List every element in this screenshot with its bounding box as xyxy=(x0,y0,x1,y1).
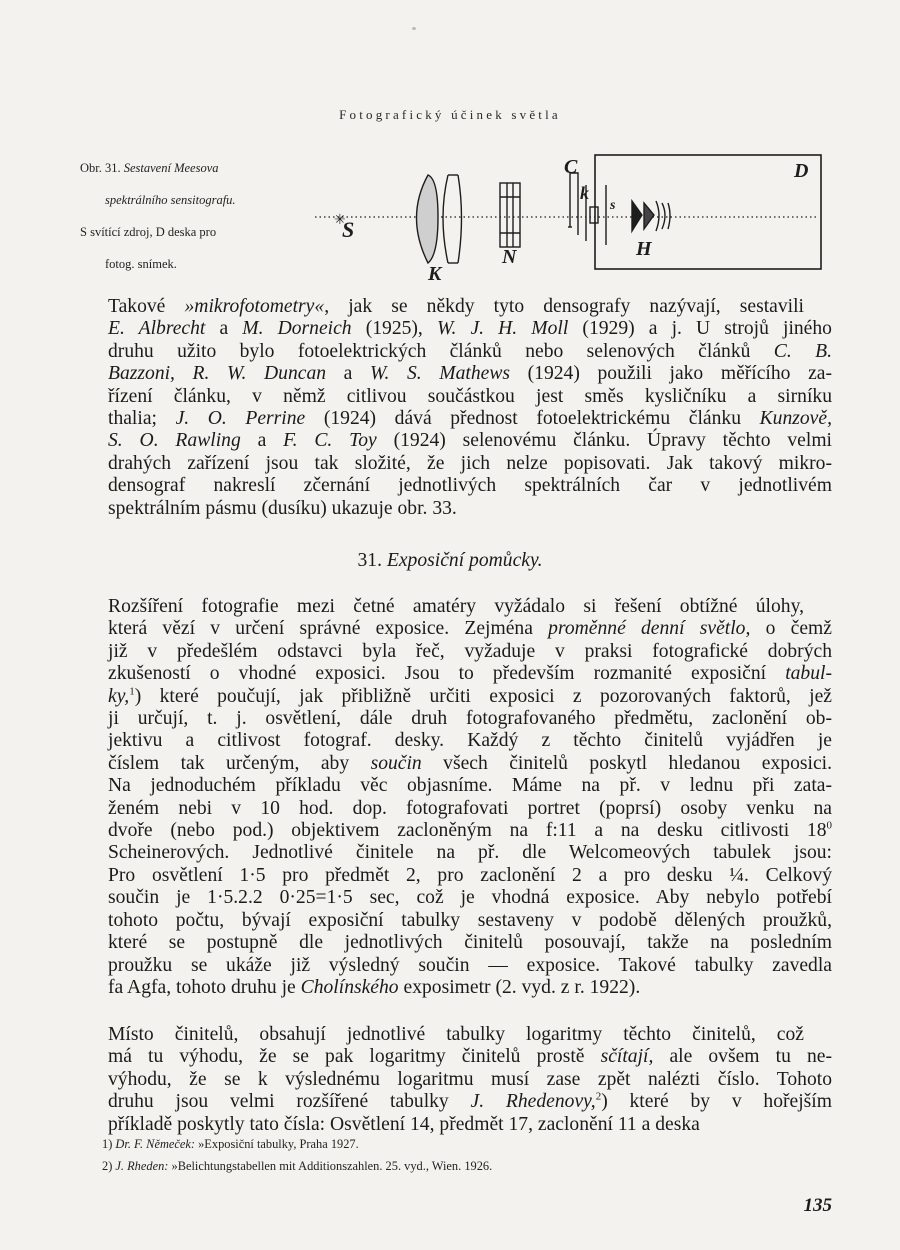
caption-line-2: spektrálního sensitografu. xyxy=(105,193,236,207)
caption-title: Sestavení Meesova xyxy=(123,161,219,175)
footnote-text: »Belichtungstabellen mit Additionszahlen. 25. vyd., Wien. 1926. xyxy=(168,1159,493,1173)
footnote-author: J. Rheden: xyxy=(115,1159,169,1173)
text-line: Místo činitelů, obsahují jednotlivé tabulky logaritmy těchto činitelů, což xyxy=(108,1024,804,1045)
slit-c xyxy=(570,173,578,235)
prism-n xyxy=(500,183,520,247)
text-line: tohoto počtu, bývají exposiční tabulky sestaveny v podobě dělených proužků, xyxy=(108,909,832,931)
text-line: Bazzoni, R. W. Duncan a W. S. Mathews (1924) použili jako měřícího za- xyxy=(108,363,832,385)
text-line: thalia; J. O. Perrine (1924) dává přednost fotoelektrickému článku Kunzově, xyxy=(108,408,832,430)
text-line: Takové »mikrofotometry«, jak se někdy tyto densografy nazývají, sestavili xyxy=(108,296,804,317)
caption-line-3: S svítící zdroj, D deska pro xyxy=(80,225,217,239)
italic-run: Bazzoni, R. W. Duncan xyxy=(108,363,327,385)
italic-run: S. O. Rawling xyxy=(108,430,241,452)
footnote-text: »Exposiční tabulky, Praha 1927. xyxy=(195,1137,359,1151)
italic-run: E. Albrecht xyxy=(108,318,206,340)
italic-run: J. Rhedenovy, xyxy=(470,1091,596,1113)
paper-speck xyxy=(412,27,416,30)
objective-h xyxy=(632,201,642,231)
label-c: C xyxy=(564,156,578,178)
italic-run: proměnné denní světlo, xyxy=(548,618,751,640)
text-line: která vězí v určení správné exposice. Zejména proměnné denní světlo, o čemž xyxy=(108,618,832,640)
italic-run: W. S. Mathews xyxy=(369,363,511,385)
footnotes xyxy=(102,1133,492,1177)
footnote-ref: 0 xyxy=(826,819,832,832)
section-title-text: Exposiční pomůcky. xyxy=(386,550,543,571)
text-line: Rozšíření fotografie mezi četné amatéry vyžádalo si řešení obtížné úlohy, xyxy=(108,596,804,617)
italic-run: tabul- xyxy=(785,663,832,685)
text-line: druhu užito bylo fotoelektrických článků nebo selenových článků C. B. xyxy=(108,340,833,362)
footnote-ref: 2 xyxy=(595,1090,602,1103)
italic-run: »mikrofotometry« xyxy=(184,296,325,317)
text-line: fa Agfa, tohoto druhu je Cholínského exposimetr (2. vyd. z r. 1922). xyxy=(108,976,641,998)
label-d: D xyxy=(794,160,809,182)
camera-box-d xyxy=(595,155,821,269)
text-line: Na jednoduchém příkladu věc objasníme. Máme na př. v lednu při zata- xyxy=(108,775,832,797)
text-line: které se postupně dle jednotlivých činitelů posouvají, takže na posledním xyxy=(108,932,832,954)
text-line: má tu výhodu, že se pak logaritmy činitelů prostě sčítají, ale ovšem tu ne- xyxy=(108,1046,832,1068)
paragraph-1 xyxy=(80,296,832,520)
text-line: výhodu, že se k výslednému logaritmu musí zase zpět nalézti číslo. Tohoto xyxy=(108,1068,832,1090)
paragraph-3 xyxy=(80,1024,832,1136)
text-line: dvoře (nebo pod.) objektivem zacloněným na f:11 a na desku citlivosti $18^0$ xyxy=(108,819,832,842)
label-h: H xyxy=(636,238,652,260)
text-line: E. Albrecht a M. Dorneich (1925), W. J. H. Moll (1929) a j. U strojů jiného xyxy=(108,318,832,340)
svg-text:✳: ✳ xyxy=(334,212,346,228)
text-line: součin je 1·5.2.2 0·25=1·5 sec, což je vhodná exposice. Aby nebylo potřebí xyxy=(108,887,832,909)
label-s: S xyxy=(342,217,355,242)
italic-run: Kunzově, xyxy=(759,408,832,430)
label-n: N xyxy=(502,246,517,268)
footnote-mark: 2) xyxy=(102,1159,116,1173)
label-s-small: s xyxy=(610,198,616,213)
running-head: Fotografický účinek světla xyxy=(339,107,561,122)
italic-run: W. J. H. Moll xyxy=(436,318,569,340)
text-line: densograf nakreslí zčernání jednotlivých spektrálních čar v jednotlivém xyxy=(108,475,832,497)
text-line: spektrálním pásmu (dusíku) ukazuje obr. 33. xyxy=(108,497,457,519)
section-number: 31. xyxy=(357,550,387,571)
text-line: druhu jsou velmi rozšířené tabulky J. Rhedenovy,$^2$) které by v hořejším xyxy=(108,1090,832,1113)
section-heading xyxy=(0,550,900,572)
italic-run: Cholínského xyxy=(300,976,399,998)
italic-run: sčítají, xyxy=(600,1046,654,1068)
footnote-1 xyxy=(102,1133,492,1155)
text-line: drahých zařízení jsou tak složité, že jich nelze popisovati. Jak takový mikro- xyxy=(108,452,832,474)
sensitograph-diagram xyxy=(310,145,830,285)
caption-figure-number: Obr. 31. xyxy=(80,161,124,175)
text-line: ji určují, t. j. osvětlení, dále druh fotografovaného předmětu, zaclonění ob- xyxy=(108,708,832,730)
text-line: příkladě poskytly tato čísla: Osvětlení 14, předmět 17, zaclonění 11 a deska xyxy=(108,1113,700,1135)
page-number: 135 xyxy=(803,1195,832,1216)
caption-line-1 xyxy=(80,152,320,184)
text-line: proužku se ukáže již výsledný součin — exposice. Takové tabulky zavedla xyxy=(108,954,832,976)
text-line: číslem tak určeným, aby součin všech činitelů poskytl hledanou exposici. xyxy=(108,752,832,774)
italic-run: F. C. Toy xyxy=(283,430,377,452)
italic-run: J. O. Perrine xyxy=(175,408,306,430)
italic-run: součin xyxy=(370,752,422,774)
text-line: ženém nebi v 10 hod. dop. fotografovati portret (poprsí) osoby venku na xyxy=(108,797,832,819)
footnote-author: Dr. F. Němeček: xyxy=(115,1137,196,1151)
footnote-ref: 1 xyxy=(129,685,135,698)
text-line: jektivu a citlivost fotograf. desky. Každý z těchto činitelů vyjádřen je xyxy=(108,730,832,752)
footnote-mark: 1) xyxy=(102,1137,116,1151)
text-line: již v předešlém odstavci byla řeč, vyžaduje v praksi fotografické dobrých xyxy=(108,640,832,662)
italic-run: M. Dorneich xyxy=(242,318,352,340)
text-line: zkušeností o vhodné exposici. Jsou to především rozmanité exposiční tabul- xyxy=(108,663,832,685)
caption-line-4: fotog. snímek. xyxy=(105,257,177,271)
label-k: K xyxy=(428,263,442,285)
figure-caption xyxy=(80,152,320,280)
text-line: řízení článku, v němž citlivou součástkou jest směs kysličníku a sirníku xyxy=(108,385,832,407)
label-k-small: k xyxy=(580,183,589,203)
text-line: S. O. Rawling a F. C. Toy (1924) selenovému článku. Úpravy těchto velmi xyxy=(108,430,832,452)
italic-run: C. B. xyxy=(773,340,833,362)
italic-run: ky, xyxy=(108,685,130,707)
text-line: Pro osvětlení 1·5 pro předmět 2, pro zaclonění 2 a pro desku ¼. Celkový xyxy=(108,864,832,886)
condenser-lens-k xyxy=(417,175,439,263)
paragraph-2 xyxy=(80,596,832,999)
text-line: Scheinerových. Jednotlivé činitele na př. dle Welcomeových tabulek jsou: xyxy=(108,842,832,864)
text-line: ky,$^1$) které poučují, jak přibližně určiti exposici z pozorovaných faktorů, jež xyxy=(108,685,832,707)
footnote-2 xyxy=(102,1155,492,1177)
